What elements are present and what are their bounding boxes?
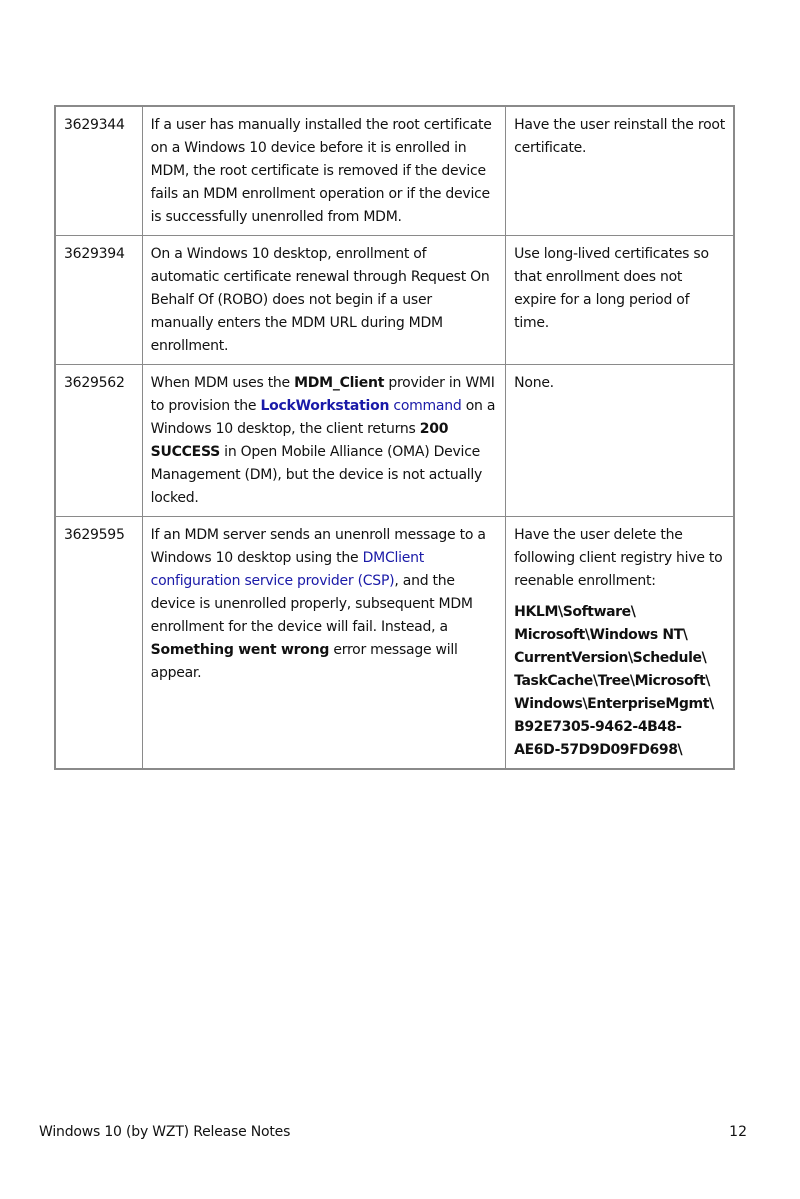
- issue-text: on a Windows 10 desktop, the client returns: [150, 398, 496, 437]
- table-row: [55, 517, 734, 770]
- registry-path: HKLM\Software\ Microsoft\Windows NT\ CurrentVersion\Schedule\ TaskCache\Tree\Microsoft\ Windows\EnterpriseMgmt\ B92E7305-9462-4B48-AE6D-57D9D09FD698\: [514, 604, 714, 758]
- issue-id-cell: 3629562: [55, 365, 142, 517]
- workaround-text: Have the user delete the following client registry hive to reenable enrollment:: [514, 527, 723, 589]
- page-number: 12: [729, 1124, 747, 1140]
- command-link[interactable]: command: [389, 398, 462, 414]
- issue-id-cell: 3629394: [55, 236, 142, 365]
- workaround-cell: None.: [506, 365, 734, 517]
- footer-title: Windows 10 (by WZT) Release Notes: [39, 1124, 291, 1140]
- workaround-cell: Use long-lived certificates so that enrollment does not expire for a long period of time.: [506, 236, 734, 365]
- issue-description-cell: [142, 365, 506, 517]
- issue-text: If an MDM server sends an unenroll message to a Windows 10 desktop using the: [150, 527, 486, 566]
- issue-id-cell: 3629344: [55, 106, 142, 236]
- issue-text: When MDM uses the: [150, 375, 295, 391]
- issue-text: in Open Mobile Alliance (OMA) Device Management (DM), but the device is not actually locked.: [150, 444, 483, 506]
- table-row: [55, 106, 734, 236]
- issue-text: provider in WMI to provision the: [150, 375, 495, 414]
- lockworkstation-link[interactable]: LockWorkstation: [260, 398, 390, 414]
- status-code: 200 SUCCESS: [150, 421, 449, 460]
- known-issues-table: [54, 105, 735, 770]
- dmclient-csp-link[interactable]: DMClient configuration service provider (CSP): [150, 550, 424, 589]
- table-row: [55, 236, 734, 365]
- issue-text: error message will appear.: [150, 642, 458, 681]
- issue-description-cell: [142, 517, 506, 770]
- issue-text: , and the device is unenrolled properly, subsequent MDM enrollment for the device will fail. Instead, a: [150, 573, 473, 635]
- issue-description-cell: If a user has manually installed the root certificate on a Windows 10 device before it is enrolled in MDM, the root certificate is removed if the device fails an MDM enrollment operation or if the device is successfully unenrolled from MDM.: [142, 106, 506, 236]
- error-message-name: Something went wrong: [150, 642, 330, 658]
- issue-description-cell: On a Windows 10 desktop, enrollment of automatic certificate renewal through Request On Behalf Of (ROBO) does not begin if a user manually enters the MDM URL during MDM enrollment.: [142, 236, 506, 365]
- issue-id-cell: 3629595: [55, 517, 142, 770]
- workaround-cell: [506, 517, 734, 770]
- workaround-cell: Have the user reinstall the root certificate.: [506, 106, 734, 236]
- provider-name: MDM_Client: [294, 375, 385, 391]
- table-row: [55, 365, 734, 517]
